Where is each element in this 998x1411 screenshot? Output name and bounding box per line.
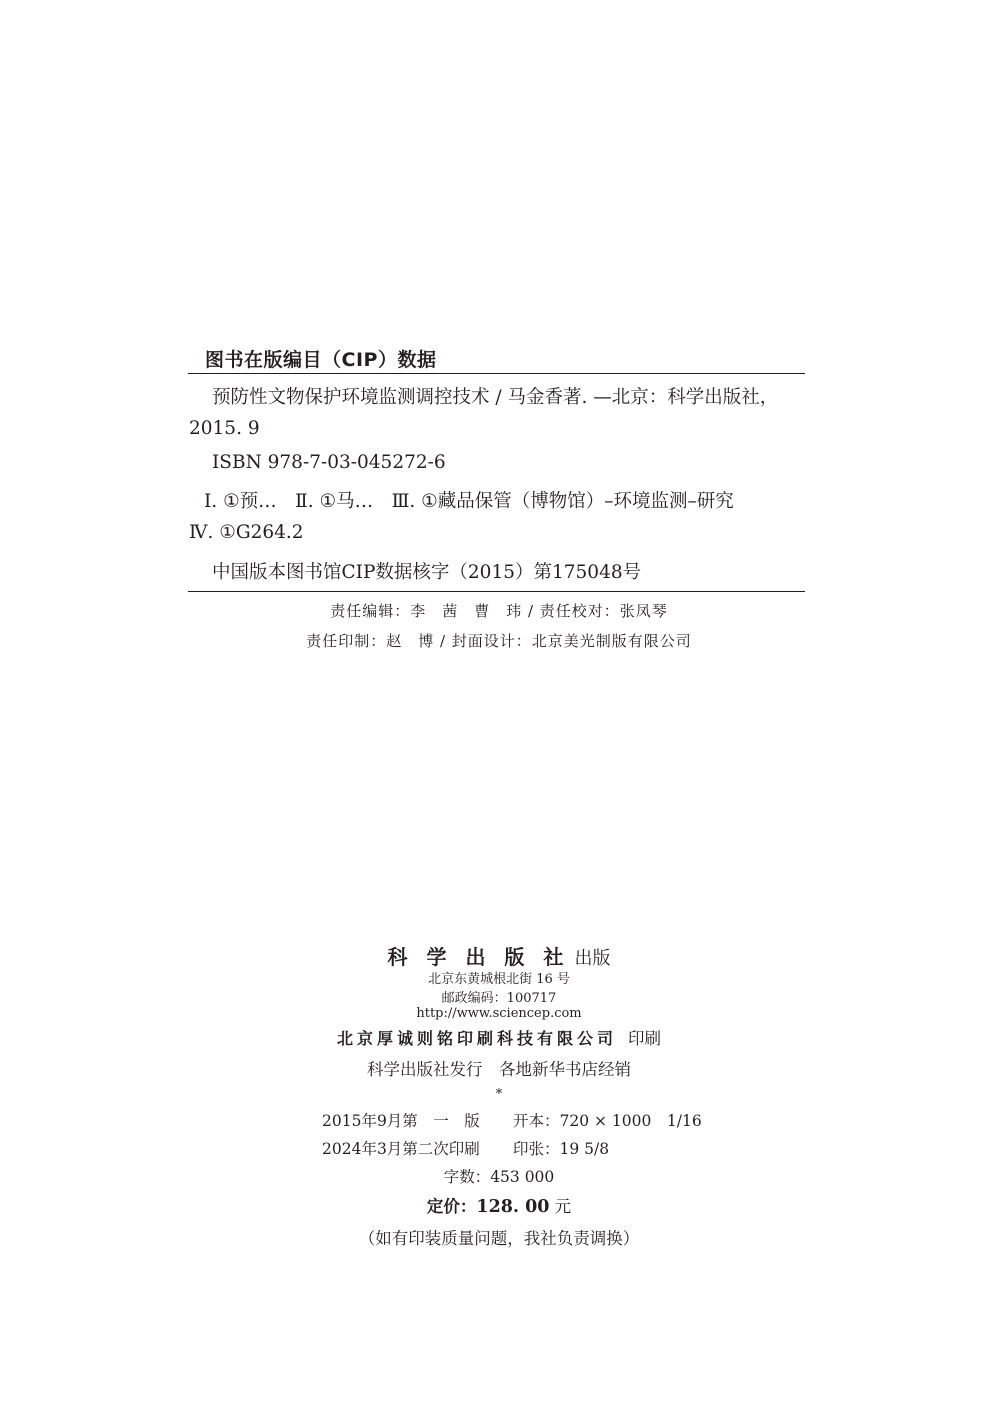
- separator-asterisk: *: [495, 1087, 503, 1102]
- cip-title-line: 预防性文物保护环境监测调控技术 / 马金香著. —北京：科学出版社，: [212, 387, 779, 408]
- publisher-address: 北京东黄城根北街 16 号: [428, 972, 570, 987]
- publisher-name: 科 学 出 版 社: [387, 945, 570, 969]
- publisher-line: [0, 941, 998, 970]
- publisher-suffix: 出版: [574, 948, 611, 969]
- price-unit: 元: [554, 1197, 572, 1216]
- cip-top-rule: [188, 373, 805, 374]
- cip-isbn-line: ISBN 978-7-03-045272-6: [212, 452, 446, 473]
- cip-clc-line: Ⅳ. ①G264.2: [189, 522, 304, 543]
- price-value: 128. 00: [476, 1197, 550, 1217]
- printing-credits: 责任印制：赵 博 / 封面设计：北京美光制版有限公司: [306, 632, 692, 650]
- cip-heading: 图书在版编目（CIP）数据: [205, 349, 437, 371]
- cip-bottom-rule: [188, 591, 805, 592]
- printer-name: 北京厚诚则铭印刷科技有限公司: [336, 1029, 617, 1048]
- printer-suffix: 印刷: [628, 1029, 662, 1048]
- cip-approval-line: 中国版本图书馆CIP数据核字（2015）第175048号: [212, 562, 642, 583]
- word-count: 字数：453 000: [443, 1168, 555, 1186]
- sheets-info: 印张：19 5/8: [513, 1140, 610, 1158]
- postcode: 邮政编码：100717: [441, 991, 557, 1006]
- editor-credits: 责任编辑：李 茜 曹 玮 / 责任校对：张凤琴: [330, 602, 668, 620]
- cip-date-line: 2015. 9: [189, 418, 260, 439]
- price-line: [0, 1193, 998, 1217]
- printer-line: [0, 1025, 998, 1049]
- format-info: 开本：720 × 1000 1/16: [513, 1112, 702, 1130]
- publisher-url: http://www.sciencep.com: [416, 1006, 582, 1021]
- price-label: 定价：: [426, 1197, 477, 1216]
- quality-notice: （如有印装质量问题，我社负责调换）: [358, 1229, 640, 1248]
- cip-classification-line: Ⅰ. ①预… Ⅱ. ①马… Ⅲ. ①藏品保管（博物馆）–环境监测–研究: [204, 491, 734, 512]
- distribution-line: 科学出版社发行 各地新华书店经销: [367, 1060, 631, 1079]
- printing-info: 2024年3月第二次印刷: [322, 1140, 480, 1158]
- edition-info: 2015年9月第 一 版: [322, 1112, 480, 1130]
